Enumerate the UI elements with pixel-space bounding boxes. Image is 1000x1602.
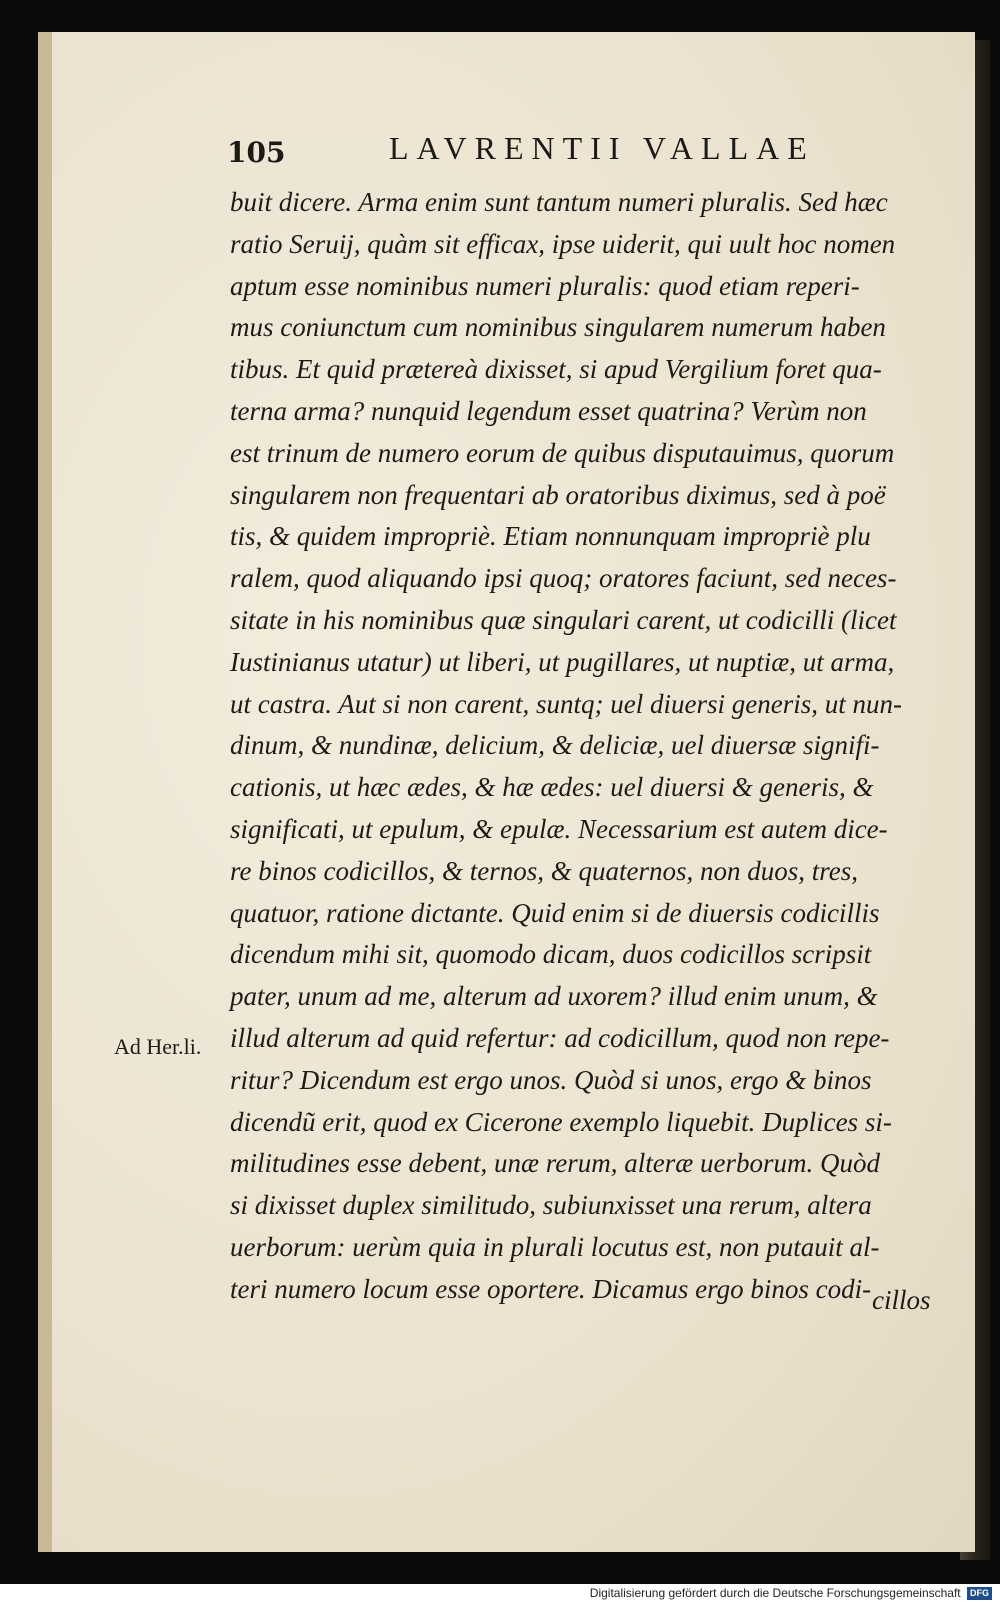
body-text [230,182,950,1311]
text-line: buit dicere. Arma enim sunt tantum numeri pluralis. Sed hæc [230,187,888,217]
text-line: est trinum de numero eorum de quibus disputauimus, quorum [230,437,895,468]
text-line: significati, ut epulum, & epulæ. Necessarium est autem dice- [230,813,888,844]
text-line: sitate in his nominibus quæ singulari carent, ut codicilli (licet [230,604,897,635]
text-line: pater, unum ad me, alterum ad uxorem? illud enim unum, & [230,981,878,1012]
running-title: LAVRENTII VALLAE [389,130,815,166]
text-line: tibus. Et quid prætereà dixisset, si apud Vergilium foret qua- [230,354,882,385]
text-line: mus coniunctum cum nominibus singularem numerum haben [230,312,886,343]
text-line: Iustinianus utatur) ut liberi, ut pugillares, ut nuptiæ, ut arma, [230,646,895,677]
text-line: illud alterum ad quid refertur: ad codicillum, quod non repe- [230,1022,890,1053]
text-line: terna arma? nunquid legendum esset quatrina? Verùm non [230,395,867,426]
text-line: si dixisset duplex similitudo, subiunxisset una rerum, altera [230,1190,872,1221]
catchword: cillos [872,1285,931,1315]
book-page [38,32,975,1552]
dfg-logo: DFG [967,1587,992,1600]
text-line: dicendũ erit, quod ex Cicerone exemplo liquebit. Duplices si- [230,1106,892,1137]
text-line: dicendum mihi sit, quomodo dicam, duos codicillos scripsit [230,939,872,970]
page-header [227,130,915,174]
text-line: tis, & quidem impropriè. Etiam nonnunquam impropriè plu [230,521,871,552]
marginal-note: Ad Her.li. [114,1034,202,1059]
footer-credit [590,1584,992,1602]
footer-credit-text: Digitalisierung gefördert durch die Deutsche Forschungsgemeinschaft [589,1586,961,1600]
text-line: ratio Seruij, quàm sit efficax, ipse uiderit, qui uult hoc nomen [230,228,896,259]
text-line: quatuor, ratione dictante. Quid enim si de diuersis codicillis [230,897,880,928]
page-number: 105 [227,136,286,169]
text-line: re binos codicillos, & ternos, & quaternos, non duos, tres, [230,855,858,886]
text-line: uerborum: uerùm quia in plurali locutus est, non putauit al- [230,1231,880,1262]
text-line: ut castra. Aut si non carent, suntq; uel diuersi generis, ut nun- [230,688,902,719]
text-line: aptum esse nominibus numeri pluralis: quod etiam reperi- [230,270,860,301]
text-line: militudines esse debent, unæ rerum, alteræ uerborum. Quòd [230,1148,880,1179]
text-line: teri numero locum esse oportere. Dicamus ergo binos codi- [230,1273,872,1304]
footer-bar [0,1584,1000,1602]
text-line: singularem non frequentari ab oratoribus diximus, sed à poë [230,479,886,510]
text-line: ralem, quod aliquando ipsi quoq; oratores faciunt, sed neces- [230,563,897,594]
text-line: cationis, ut hæc ædes, & hæ ædes: uel diuersi & generis, & [230,772,874,803]
text-line: ritur? Dicendum est ergo unos. Quòd si unos, ergo & binos [230,1064,872,1095]
text-line: dinum, & nundinæ, delicium, & deliciæ, uel diuersæ signifi- [230,730,880,761]
